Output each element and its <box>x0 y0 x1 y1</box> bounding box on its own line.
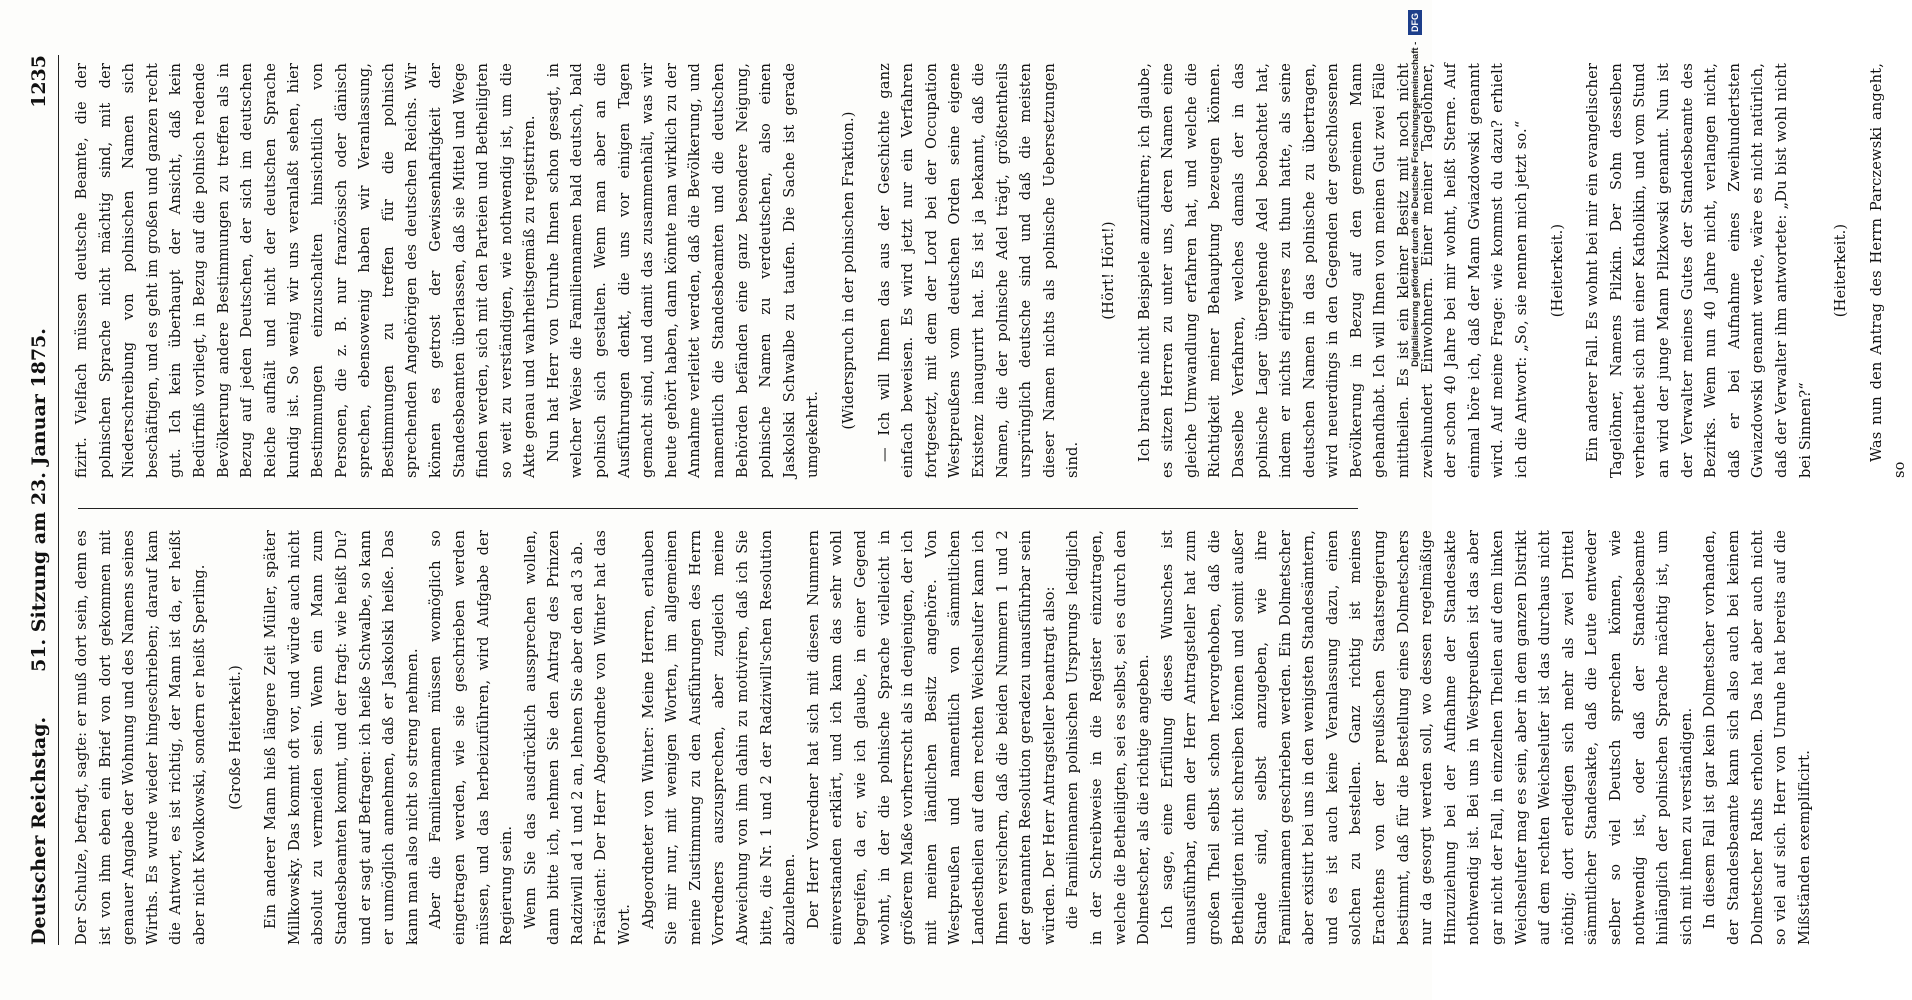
paragraph: — Ich will Ihnen das aus der Geschichte ganz einfach beweisen. Es wird jetzt nur ein Verfahren fortgesetzt, mit dem der Lord bei der Occupation Westpreußens vom deutschen Orden seine eigene Existenz inaugurirt hat. Es ist ja bekannt, daß die Namen, die der polnische Adel trägt, größtentheils ursprünglich deutsche sind und daß die meisten dieser Namen nichts als polnische Uebersetzungen sind. <box>875 63 1082 478</box>
paragraph: Ich brauche nicht Beispiele anzuführen; ich glaube, es sitzen Herren zu unter uns, deren Namen eine gleiche Umwandlung erfahren hat, und welche die Richtigkeit meiner Behauptung bezeugen können. Dasselbe Verfahren, welches damals der in das polnische Lager übergehende Adel beobachtet hat, indem er nichts eifrigeres zu thun hatte, als seine deutschen Namen in das polnische zu übertragen, wird neuerdings in den Gegenden der geschlossenen Bevölkerung in Bezug auf den gemeinen Mann gehandhabt. Ich will Ihnen von meinen Gut zwei Fälle mittheilen. Es ist ein kleiner Besitz mit noch nicht zweihundert Einwohnern. Einer meiner Tagelöhner, der schon 40 Jahre bei mir wohnt, heißt Sterne. Auf einmal höre ich, daß der Mann Gwiazdowski genannt wird. Auf meine Frage: wie kommst du dazu? erhielt ich die Antwort: „So, sie nennen mich jetzt so.“ <box>1135 63 1531 478</box>
page-header <box>18 55 59 945</box>
paragraph: Nun hat Herr von Unruhe Ihnen schon gesagt, in welcher Weise die Familiennamen bald deutsch, bald polnisch sich gestalten. Wenn man aber an die Ausführungen denkt, die uns vor einigen Tagen gemacht sind, und damit das zusammenhält, was wir heute gehört haben, dann könnte man wirklich zu der Annahme verleitet werden, daß die Bevölkerung, und namentlich die Standesbeamten und die deutschen Behörden befänden eine ganz besondere Neigung, polnische Namen zu verdeutschen, also einen Jaskolski Schwalbe zu taufen. Die Sache ist gerade umgekehrt. <box>544 63 822 478</box>
paragraph: Ein anderer Fall. Es wohnt bei mir ein evangelischer Tagelöhner, Namens Pilzkin. Der Sohn desselben verheirathet sich mit einer Katholikin, und vom Stund an wird der junge Mann Pilzkowski genannt. Nun ist der Verwalter meines Gutes der Standesbeamte des Bezirks. Wenn nun 40 Jahre nicht, verlangen nicht, daß er bei Aufnahme eines Zweihundertsten Gwiazdowski genannt werde, wäre es nicht natürlich, daß der Verwalter ihm antwortete: „Du bist wohl nicht bei Sinnen?“ <box>1584 63 1814 478</box>
paragraph: Wenn Sie das ausdrücklich aussprechen wollen, dann bitte ich, nehmen Sie den Antrag des Prinzen Radziwill ad 1 und 2 an, lehnen Sie aber den ad 3 ab. <box>521 530 586 945</box>
paragraph: Abgeordneter von Winter: Meine Herren, erlauben Sie mir nur, mit wenigen Worten, im allgemeinen meine Zustimmung zu den Ausführungen des Herrn Vorredners auszusprechen, aber zugleich meine Abweichung von ihm dahin zu motiviren, daß ich Sie bitte, die Nr. 1 und 2 der Radziwill'schen Resolution abzulehnen. <box>639 530 799 945</box>
interjection: (Widerspruch in der polnischen Fraktion.) <box>840 111 857 430</box>
interjection: (Große Heiterkeit.) <box>226 665 244 810</box>
paragraph: Aber die Familiennamen müssen womöglich so eingetragen werden, wie sie geschrieben werden müssen, und das herbeizuführen, wird Aufgabe der Regierung sein. <box>427 530 516 945</box>
paragraph: Der Schulze, befragt, sagte: er muß dort sein, denn es ist von ihm eben ein Brief von dort gekommen mit genauer Angabe der Wohnung und des Namens seines Wirths. Es wurde wieder hingeschrieben; darauf kam die Antwort, es ist richtig, der Mann ist da, er heißt aber nicht Kwolkowski, sondern er heißt Sperling. <box>73 530 208 945</box>
interjection: (Heiterkeit.) <box>1832 223 1850 318</box>
paragraph: die Familiennamen polnischen Ursprungs lediglich in der Schreibweise in die Register einzutragen, welche die Betheiligten, sei es selbst, sei es durch den Dolmetscher, als die richtige angeben. <box>1064 530 1153 945</box>
digitization-credit <box>1406 10 1426 710</box>
paragraph: Präsident: Der Herr Abgeordnete von Winter hat das Wort. <box>592 530 634 945</box>
paragraph: fizirt. Vielfach müssen deutsche Beamte, die der polnischen Sprache nicht mächtig sind, mit der Niederschreibung von polnischen Namen sich beschäftigen, und es geht im großen und ganzen recht gut. Ich kein überhaupt der Ansicht, daß kein Bedürfniß vorliegt, in Bezug auf die polnisch redende Bevölkerung andere Bestimmungen zu treffen als in Bezug auf jeden Deutschen, der sich im deutschen Reiche aufhält und nicht der deutschen Sprache kundig ist. So wenig wir uns veranlaßt sehen, hier Bestimmungen einzuschalten hinsichtlich von Personen, die z. B. nur französisch oder dänisch sprechen, ebensowenig haben wir Veranlassung, Bestimmungen zu treffen für die polnisch sprechenden Angehörigen des deutschen Reichs. Wir können es getrost der Gewissenhaftigkeit der Standesbeamten überlassen, daß sie Mittel und Wege finden werden, sich mit den Parteien und Betheiligten so weit zu verständigen, wie nothwendig ist, um die Akte genau und wahrheitsgemäß zu registriren. <box>73 63 539 478</box>
column-divider <box>78 508 1358 509</box>
paragraph: Der Herr Vorredner hat sich mit diesen Nummern einverstanden erklärt, und ich kann das sehr wohl begreifen, da er, wie ich glaube, in einer Gegend wohnt, in der die polnische Sprache vielleicht in größerem Maße vorherrscht als in denjenigen, der ich mit meinen ländlichen Besitz angehöre. Von Westpreußen und namentlich von sämmtlichen Landestheilen auf dem rechten Weichselufer kann ich Ihnen versichern, daß die beiden Nummern 1 und 2 der genannten Resolution geradezu unausführbar sein würden. Der Herr Antragsteller beantragt also: <box>804 530 1058 945</box>
left-column <box>70 530 1813 945</box>
header-session: 51. Sitzung am 23. Januar 1875. <box>28 328 50 672</box>
interjection: (Hört! Hört!) <box>1099 221 1117 320</box>
interjection: (Heiterkeit.) <box>1548 223 1566 318</box>
paragraph: Ein anderer Mann hieß längere Zeit Müller, später Millkowsky. Das kommt oft vor, und würde auch nicht absolut zu vermeiden sein. Wenn ein Mann zum Standesbeamten kommt, und der fragt: wie heißt Du? und er sagt auf Befragen: ich heiße Schwalbe, so kann er unmöglich annehmen, daß er Jaskolski heiße. Das kann man also nicht so streng nehmen. <box>262 530 421 945</box>
page-number: 1235 <box>28 55 50 108</box>
paragraph: Was nun den Antrag des Herrn Parczewski angeht, so <box>1867 63 1909 478</box>
paragraph: In diesem Fall ist gar kein Dolmetscher vorhanden, der Standesbeamte kann sich also auch bei keinem Dolmetscher Raths erholen. Das hat aber auch nicht so viel auf sich. Herr von Unruhe hat bereits auf die Mißständen exemplificirt. <box>1701 530 1813 945</box>
paragraph: Ich sage, eine Erfüllung dieses Wunsches ist unausführbar, denn der Herr Antragsteller hat zum großen Theil selbst schon hervorgehoben, daß die Betheiligten nicht schreiben können und somit außer Stande sind, selbst anzugeben, wie ihre Familiennamen geschrieben werden. Ein Dolmetscher aber existirt bei uns in den wenigsten Standesämtern, und es ist auch keine Veranlassung dazu, einen solchen zu bestellen. Ganz richtig ist meines Erachtens von der preußischen Staatsregierung bestimmt, daß für die Bestellung eines Dolmetschers nur da gesorgt werden soll, wo dessen regelmäßige Hinzuziehung bei der Aufnahme der Standesakte nothwendig ist. Bei uns in Westpreußen ist das aber gar nicht der Fall, in einzelnen Theilen auf dem linken Weichselufer mag es sein, aber in dem ganzen Distrikt auf dem rechten Weichselufer ist das durchaus nicht nöthig; dort erledigen sich mehr als zwei Drittel sämmtlicher Standesakte, daß die Leute entweder selber so viel Deutsch sprechen können, wie nothwendig ist, oder daß der Standesbeamte hinlänglich der polnischen Sprache mächtig ist, um sich mit ihnen zu verständigen. <box>1158 530 1695 945</box>
header-publication: Deutscher Reichstag. <box>28 716 50 945</box>
dfg-logo: DFG <box>1408 10 1422 35</box>
credit-text: Digitalisierung gefördert durch die Deutsche Forschungsgemeinschaft - <box>1410 41 1421 367</box>
